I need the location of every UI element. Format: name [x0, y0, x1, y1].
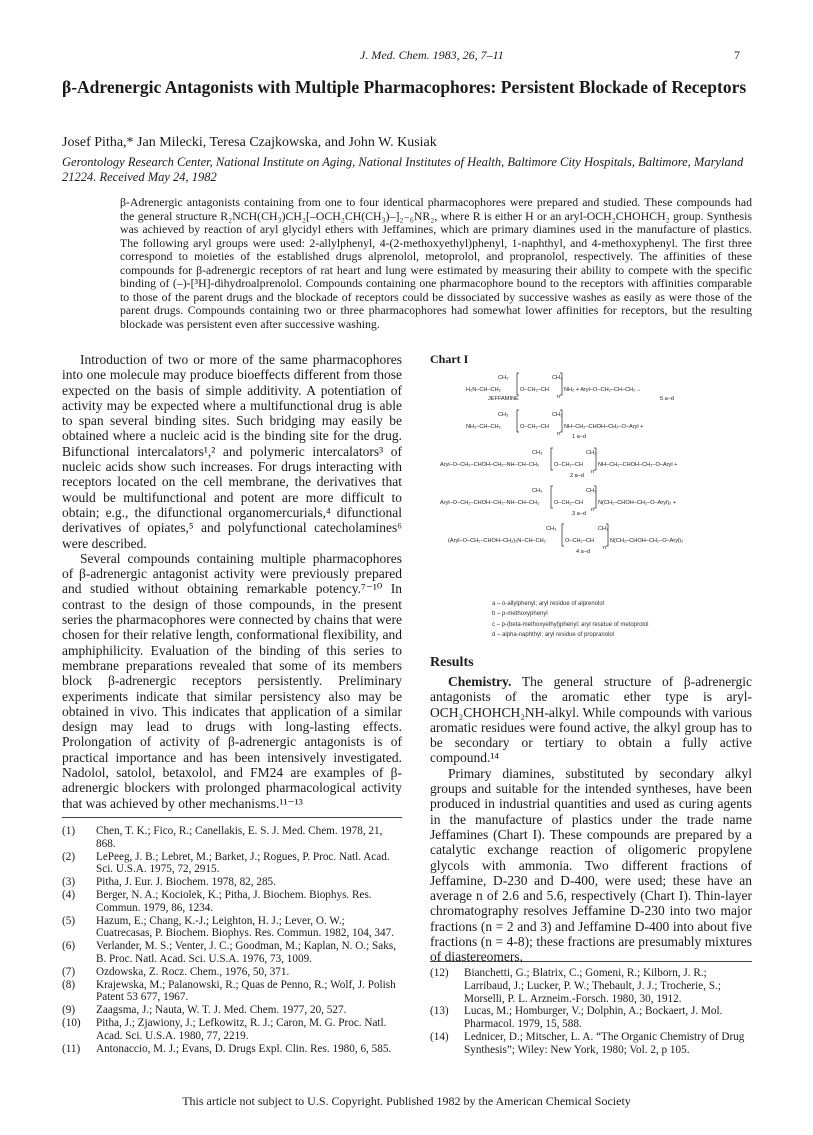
- methyl-label: CH₃: [532, 450, 543, 456]
- structure-repeat-unit: O–CH₂–CH: [554, 462, 583, 468]
- results-paragraph: [430, 674, 752, 766]
- structure-repeat-unit: O–CH₂–CH: [554, 500, 583, 506]
- reference-item: [62, 889, 402, 915]
- reference-text: Lednicer, D.; Mitscher, L. A. “The Organic Chemistry of Drug Synthesis”; Wiley: New York, 1980; Vol. 2, p 105.: [464, 1030, 745, 1056]
- legend-entry: c – p-(beta-methoxyethyl)phenyl; aryl residue of metoprolol: [492, 621, 649, 628]
- reference-item: [430, 967, 752, 1005]
- chart-label: Chart I: [430, 352, 469, 366]
- reference-text: Hazum, E.; Chang, K.-J.; Leighton, H. J.; Lever, O. W.; Cuatrecasas, P. Biochem. Biophys. Res. Commun. 1982, 104, 347.: [96, 914, 395, 940]
- structure-left: Aryl–O–CH₂–CHOH–CH₂–NH–CH–CH₂: [440, 500, 540, 506]
- structure-left: H₂N–CH–CH₂: [466, 387, 501, 393]
- intro-paragraph: Introduction of two or more of the same pharmacophores into one molecule may produce bioeffects different from those expected on the basis of simple additivity. A potentiation of activity may be expected where a multifunctional drug is able to span several binding sites. Such bridging may easily be obtained where a nucleic acid is the binding site for the drug. Bifunctional intercalators¹,² and polymeric intercalators³ of nucleic acids show such increases. For drugs interacting with receptors located on the cell membrane, the derivatives that would be multifunctional and potent are more difficult to obtain; e.g., the difunctional organomercurials,⁴ difunctional derivatives of opiates,⁵ and polyfunctional catecholamines⁶ were described.: [62, 352, 402, 551]
- reference-text: Zaagsma, J.; Nauta, W. T. J. Med. Chem. 1977, 20, 527.: [96, 1004, 347, 1017]
- results-section: [430, 674, 752, 965]
- methyl-label: CH₃: [532, 488, 543, 494]
- chemical-structure-scheme: [440, 365, 770, 585]
- structure-right: NH₂ + Aryl–O–CH₂–CH–CH₂→: [564, 387, 641, 393]
- methyl-label: CH₃: [498, 375, 509, 381]
- structure-right: N(CH₂–CHOH–CH₂–O–Aryl)₂: [610, 538, 684, 544]
- footnote-divider: [62, 817, 402, 818]
- article-title: β-Adrenergic Antagonists with Multiple Pharmacophores: Persistent Blockade of Receptors: [62, 77, 747, 97]
- repeat-index: n: [557, 394, 561, 400]
- copyright-footer: This article not subject to U.S. Copyright. Published 1982 by the American Chemical Society: [182, 1094, 631, 1108]
- reference-item: [62, 966, 402, 979]
- structure-right: N(CH₂–CHOH–CH₂–O–Aryl)₂ +: [598, 500, 677, 506]
- reference-number: (14): [430, 1030, 449, 1043]
- reference-number: (1): [62, 825, 76, 837]
- reference-text: Lucas, M.; Homburger, V.; Dolphin, A.; Bockaert, J. Mol. Pharmacol. 1979, 15, 588.: [464, 1005, 723, 1031]
- reference-number: (5): [62, 914, 76, 927]
- compound-id: 3 a–d: [572, 511, 586, 517]
- reference-number: (10): [62, 1016, 81, 1029]
- reference-text: Pitha, J.; Zjawiony, J.; Lefkowitz, R. J.; Caron, M. G. Proc. Natl. Acad. Sci. U.S.A. 1980, 77, 2219.: [96, 1016, 387, 1042]
- affiliation: Gerontology Research Center, National Institute on Aging, National Institutes of Health, Baltimore City Hospitals, Baltimore, Maryland 21224. Received May 24, 1982: [62, 155, 744, 184]
- reference-number: (7): [62, 965, 76, 978]
- repeat-index: n: [591, 469, 595, 475]
- structure-repeat-unit: O–CH₂–CH: [520, 424, 549, 430]
- structure-row: [448, 524, 683, 555]
- structure-row: [466, 373, 674, 402]
- repeat-index: n: [603, 545, 607, 551]
- structure-repeat-unit: O–CH₂–CH: [565, 538, 594, 544]
- introduction: [62, 352, 402, 811]
- structure-left: NH₂–CH–CH₂: [466, 424, 501, 430]
- reference-number: (11): [62, 1042, 81, 1055]
- intro-paragraph: Several compounds containing multiple pharmacophores of β-adrenergic antagonist activity were previously prepared and studied without obtaining remarkable potency.⁷⁻¹⁰ In contrast to the design of those compounds, in the present series the pharmacophores were connected by chains that were chosen for their relative length, conformational flexibility, and amphiphilicity. Evaluation of the binding of this series to membrane preparations revealed that some of its members block β-adrenergic receptors persistently. Preliminary experiments indicate that similar persistency also may be obtained in vivo. This indicates that application of a similar design may lead to drugs with long-lasting effects. Prolongation of activity of β-adrenergic antagonists is of practical importance and has been intensively investigated. Nadolol, satolol, betaxolol, and FM24 are examples of β-adrenergic blockers with prolonged pharmacological activity that was achieved by other mechanisms.¹¹⁻¹³: [62, 550, 402, 811]
- methyl-label: CH₃: [552, 375, 563, 381]
- reference-text: Chen, T. K.; Fico, R.; Canellakis, E. S. J. Med. Chem. 1978, 21, 868.: [96, 825, 383, 850]
- structure-left: (Aryl–O–CH₂–CHOH–CH₂)₂N–CH–CH₂: [448, 538, 546, 544]
- methyl-label: CH₃: [498, 412, 509, 418]
- reference-number: (6): [62, 940, 76, 953]
- methyl-label: CH₃: [586, 488, 597, 494]
- compound-id: 1 a–d: [572, 434, 586, 440]
- reference-item: [62, 825, 402, 851]
- reagent-label: JEFFAMINE: [488, 396, 519, 402]
- structure-left: Aryl–O–CH₂–CHOH–CH₂–NH–CH–CH₂: [440, 462, 540, 468]
- reference-text: LePeeg, J. B.; Lebret, M.; Barket, J.; Rogues, P. Proc. Natl. Acad. Sci. U.S.A. 1975, 72, 2915.: [96, 850, 390, 876]
- footnote-divider: [430, 961, 752, 962]
- reference-item: [430, 1031, 752, 1057]
- reference-text: Ozdowska, Z. Rocz. Chem., 1976, 50, 371.: [96, 965, 290, 978]
- legend-entry: d – alpha-naphthyl; aryl residue of propranolol: [492, 631, 615, 638]
- structure-row: [466, 410, 643, 440]
- reference-item: [62, 979, 402, 1005]
- reference-number: (2): [62, 850, 76, 863]
- reference-text: Krajewska, M.; Palanowski, R.; Quas de Penno, R.; Wolf, J. Polish Patent 53 677, 1967.: [96, 978, 396, 1004]
- methyl-label: CH₃: [552, 412, 563, 418]
- legend-entry: a – o-allylphenyl; aryl residue of alprenolol: [492, 601, 605, 607]
- repeat-index: n: [591, 507, 595, 513]
- structure-row: [440, 486, 676, 517]
- reference-item: [62, 851, 402, 877]
- results-text: The general structure of β-adrenergic antagonists of the aromatic ether type is aryl-OCH₂CHOHCH₂NH-alkyl. While compounds with various aromatic residues were found active, the alkyl group has to be secondary or tertiary to obtain a fully active compound.¹⁴: [430, 674, 752, 766]
- reference-list-left: [62, 825, 402, 1055]
- reference-number: (8): [62, 978, 76, 991]
- abstract: β-Adrenergic antagonists containing from one to four identical pharmacophores were prepared and studied. These compounds had the general structure R₂NCH(CH₃)CH₂[–OCH₂CH(CH₃)–]₂₋₆NR₂, where R is either H or an aryl-OCH₂CHOHCH₂ group. Synthesis was achieved by reaction of aryl glycidyl ethers with Jeffamines, which are primary diamines used in the manufacture of plastics. The following aryl groups were used: 2-allylphenyl, 4-(2-methoxyethyl)phenyl, 1-naphthyl, and 4-methoxyphenyl. The first three correspond to moieties of the established drugs alprenolol, metoprolol, and propranolol, respectively. The affinities of these compounds for β-adrenergic receptors of rat heart and lung were estimated by measuring their ability to compete with the specific binding of (–)-[³H]-dihydroalprenolol. Compounds containing one pharmacophore bound to the receptors with affinities comparable to those of the parent drugs and the blockade of receptors could be dissociated by successive washes as easily as were those of the parent drugs. Compounds containing two or three pharmacophores had somewhat lower affinities for receptors, but the resulting blockade was persistent even after successive washing.: [120, 195, 752, 331]
- journal-citation: J. Med. Chem. 1983, 26, 7–11: [360, 48, 504, 62]
- page-number: 7: [734, 48, 740, 62]
- reference-text: Bianchetti, G.; Blatrix, C.; Gomeni, R.; Kilborn, J. R.; Larribaud, J.; Lucker, P. W.; Thebault, J. J.; Trocherie, S.; Morselli, P. L. Arzneim.-Forsch. 1980, 30, 1912.: [464, 967, 721, 1005]
- structure-right: NH–CH₂–CHOH–CH₂–O–Aryl +: [598, 462, 678, 468]
- repeat-index: n: [557, 431, 561, 437]
- reference-item: [62, 1004, 402, 1017]
- reference-number: (3): [62, 876, 76, 889]
- reference-item: [62, 915, 402, 941]
- reference-text: Verlander, M. S.; Venter, J. C.; Goodman, M.; Kaplan, N. O.; Saks, B. Proc. Natl. Acad. Sci. U.S.A. 1976, 73, 1009.: [96, 940, 396, 965]
- reference-item: [62, 1017, 402, 1043]
- reference-number: (12): [430, 967, 449, 979]
- reference-item: [62, 1043, 402, 1056]
- author-list: Josef Pitha,* Jan Milecki, Teresa Czajkowska, and John W. Kusiak: [62, 135, 437, 150]
- reference-number: (13): [430, 1005, 449, 1018]
- reference-list-right: [430, 967, 752, 1057]
- structure-row: [440, 448, 677, 479]
- reference-item: [62, 940, 402, 966]
- results-paragraph: Primary diamines, substituted by secondary alkyl groups and suitable for the intended syntheses, have been produced in industrial quantities and used as curing agents in the manufacture of plastics under the trade name Jeffamines (Chart I). These compounds are prepared by a catalytic exchange reaction of oligomeric propylene glycols with ammonia. Two different fractions of Jeffamine, D-230 and D-400, were used; these have an average n of 2.6 and 5.6, respectively (Chart I). Thin-layer chromatography resolves Jeffamine D-230 into two major fractions (n = 2 and 3) and Jeffamine D-400 into about five fractions (n = 4-8); these fractions are presumably mixtures of diastereomers.: [430, 765, 752, 965]
- legend-entry: b – p-methoxyphenyl: [492, 611, 548, 618]
- methyl-label: CH₃: [546, 526, 557, 532]
- aryl-legend: [492, 599, 648, 640]
- compound-id: 5 a–d: [660, 396, 674, 402]
- reference-text: Berger, N. A.; Kociolek, K.; Pitha, J. Biochem. Biophys. Res. Commun. 1979, 86, 1234.: [96, 888, 372, 914]
- reference-number: (9): [62, 1004, 76, 1017]
- compound-id: 2 a–d: [570, 473, 584, 479]
- reference-item: [430, 1005, 752, 1031]
- results-heading: Results: [430, 655, 474, 670]
- methyl-label: CH₃: [598, 526, 609, 532]
- chemistry-label: Chemistry.: [448, 674, 512, 689]
- reference-item: [62, 876, 402, 889]
- compound-id: 4 a–d: [576, 549, 590, 555]
- reference-number: (4): [62, 888, 76, 901]
- structure-repeat-unit: O–CH₂–CH: [520, 387, 549, 393]
- methyl-label: CH₃: [586, 450, 597, 456]
- reference-text: Antonaccio, M. J.; Evans, D. Drugs Expl. Clin. Res. 1980, 6, 585.: [96, 1042, 392, 1055]
- reference-text: Pitha, J. Eur. J. Biochem. 1978, 82, 285.: [96, 876, 276, 889]
- structure-right: NH–CH₂–CHOH–CH₂–O–Aryl +: [564, 424, 644, 430]
